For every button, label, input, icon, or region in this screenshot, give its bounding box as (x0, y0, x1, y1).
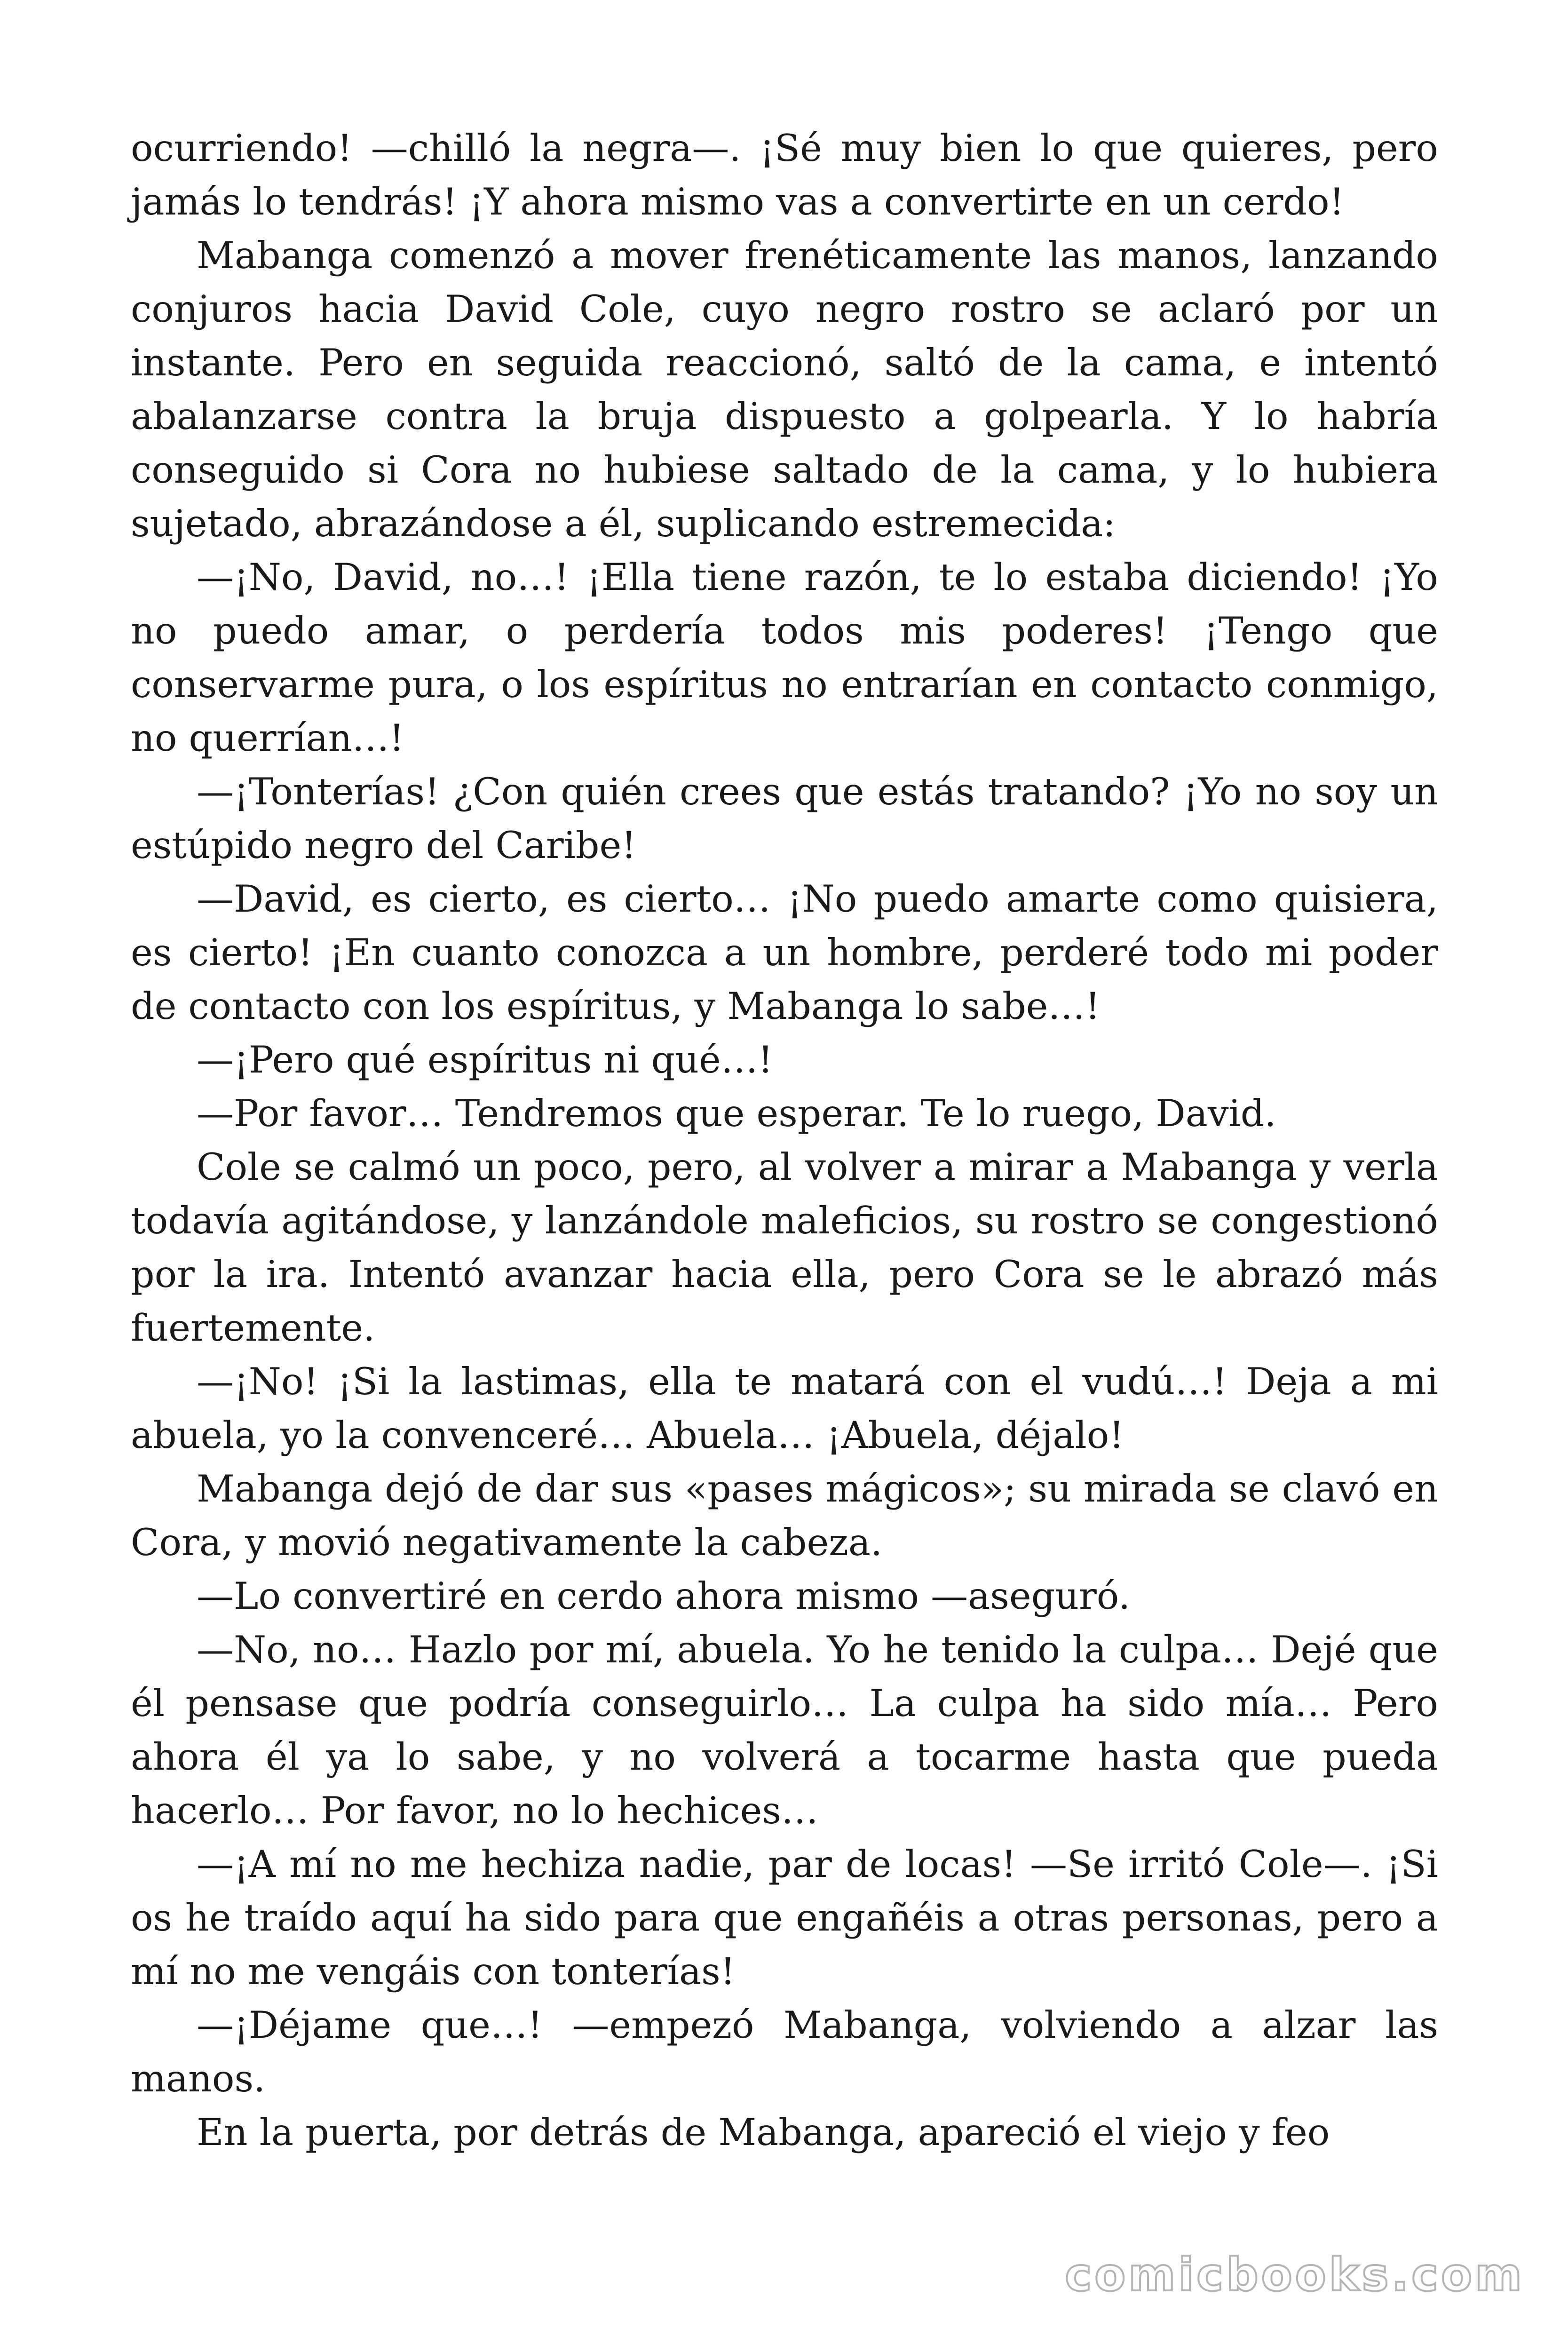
watermark: comicbooks.com (1065, 2249, 1525, 2301)
paragraph-6: —¡Pero qué espíritus ni qué…! (197, 1038, 773, 1081)
paragraph-3: —¡No, David, no…! ¡Ella tiene razón, te lo estaba diciendo! ¡Yo no puedo amar, o perdería todos mis poderes! ¡Tengo que conservarme pura, o los espíritus no entrarían en contacto conmigo, no querrían…! (131, 556, 1438, 760)
paragraph-1: ocurriendo! —chilló la negra—. ¡Sé muy bien lo que quieres, pero jamás lo tendrás! ¡Y ahora mismo vas a convertirte en un cerdo! (131, 127, 1438, 223)
paragraph-2: Mabanga comenzó a mover frenéticamente las manos, lanzando conjuros hacia David Cole, cuyo negro rostro se aclaró por un instante. Pero en seguida reaccionó, saltó de la cama, e intentó abalanzarse contra la bruja dispuesto a golpearla. Y lo habría conseguido si Cora no hubiese saltado de la cama, y lo hubiera sujetado, abrazándose a él, suplicando estremecida: (131, 234, 1438, 545)
paragraph-4: —¡Tonterías! ¿Con quién crees que estás tratando? ¡Yo no soy un estúpido negro del Caribe! (131, 770, 1438, 867)
paragraph-8: Cole se calmó un poco, pero, al volver a mirar a Mabanga y verla todavía agitándose, y lanzándole maleficios, su rostro se congestionó por la ira. Intentó avanzar hacia ella, pero Cora se le abrazó más fuertemente. (131, 1145, 1438, 1350)
paragraph-7: —Por favor… Tendremos que esperar. Te lo ruego, David. (197, 1092, 1276, 1135)
paragraph-15: En la puerta, por detrás de Mabanga, apareció el viejo y feo (197, 2111, 1330, 2154)
book-page-text (131, 121, 1438, 2159)
paragraph-12: —No, no… Hazlo por mí, abuela. Yo he tenido la culpa… Dejé que él pensase que podría conseguirlo… La culpa ha sido mía… Pero ahora él ya lo sabe, y no volverá a tocarme hasta que pueda hacerlo… Por favor, no lo hechices… (131, 1628, 1438, 1832)
paragraph-14: —¡Déjame que…! —empezó Mabanga, volviendo a alzar las manos. (131, 2003, 1438, 2100)
paragraph-11: —Lo convertiré en cerdo ahora mismo —aseguró. (197, 1574, 1131, 1618)
paragraph-9: —¡No! ¡Si la lastimas, ella te matará con el vudú…! Deja a mi abuela, yo la convenceré… Abuela… ¡Abuela, déjalo! (131, 1360, 1438, 1457)
paragraph-13: —¡A mí no me hechiza nadie, par de locas! —Se irritó Cole—. ¡Si os he traído aquí ha sido para que engañéis a otras personas, pero a mí no me vengáis con tonterías! (131, 1843, 1438, 1993)
paragraph-10: Mabanga dejó de dar sus «pases mágicos»; su mirada se clavó en Cora, y movió negativamente la cabeza. (131, 1467, 1438, 1564)
paragraph-5: —David, es cierto, es cierto… ¡No puedo amarte como quisiera, es cierto! ¡En cuanto conozca a un hombre, perderé todo mi poder de contacto con los espíritus, y Mabanga lo sabe…! (131, 877, 1438, 1028)
